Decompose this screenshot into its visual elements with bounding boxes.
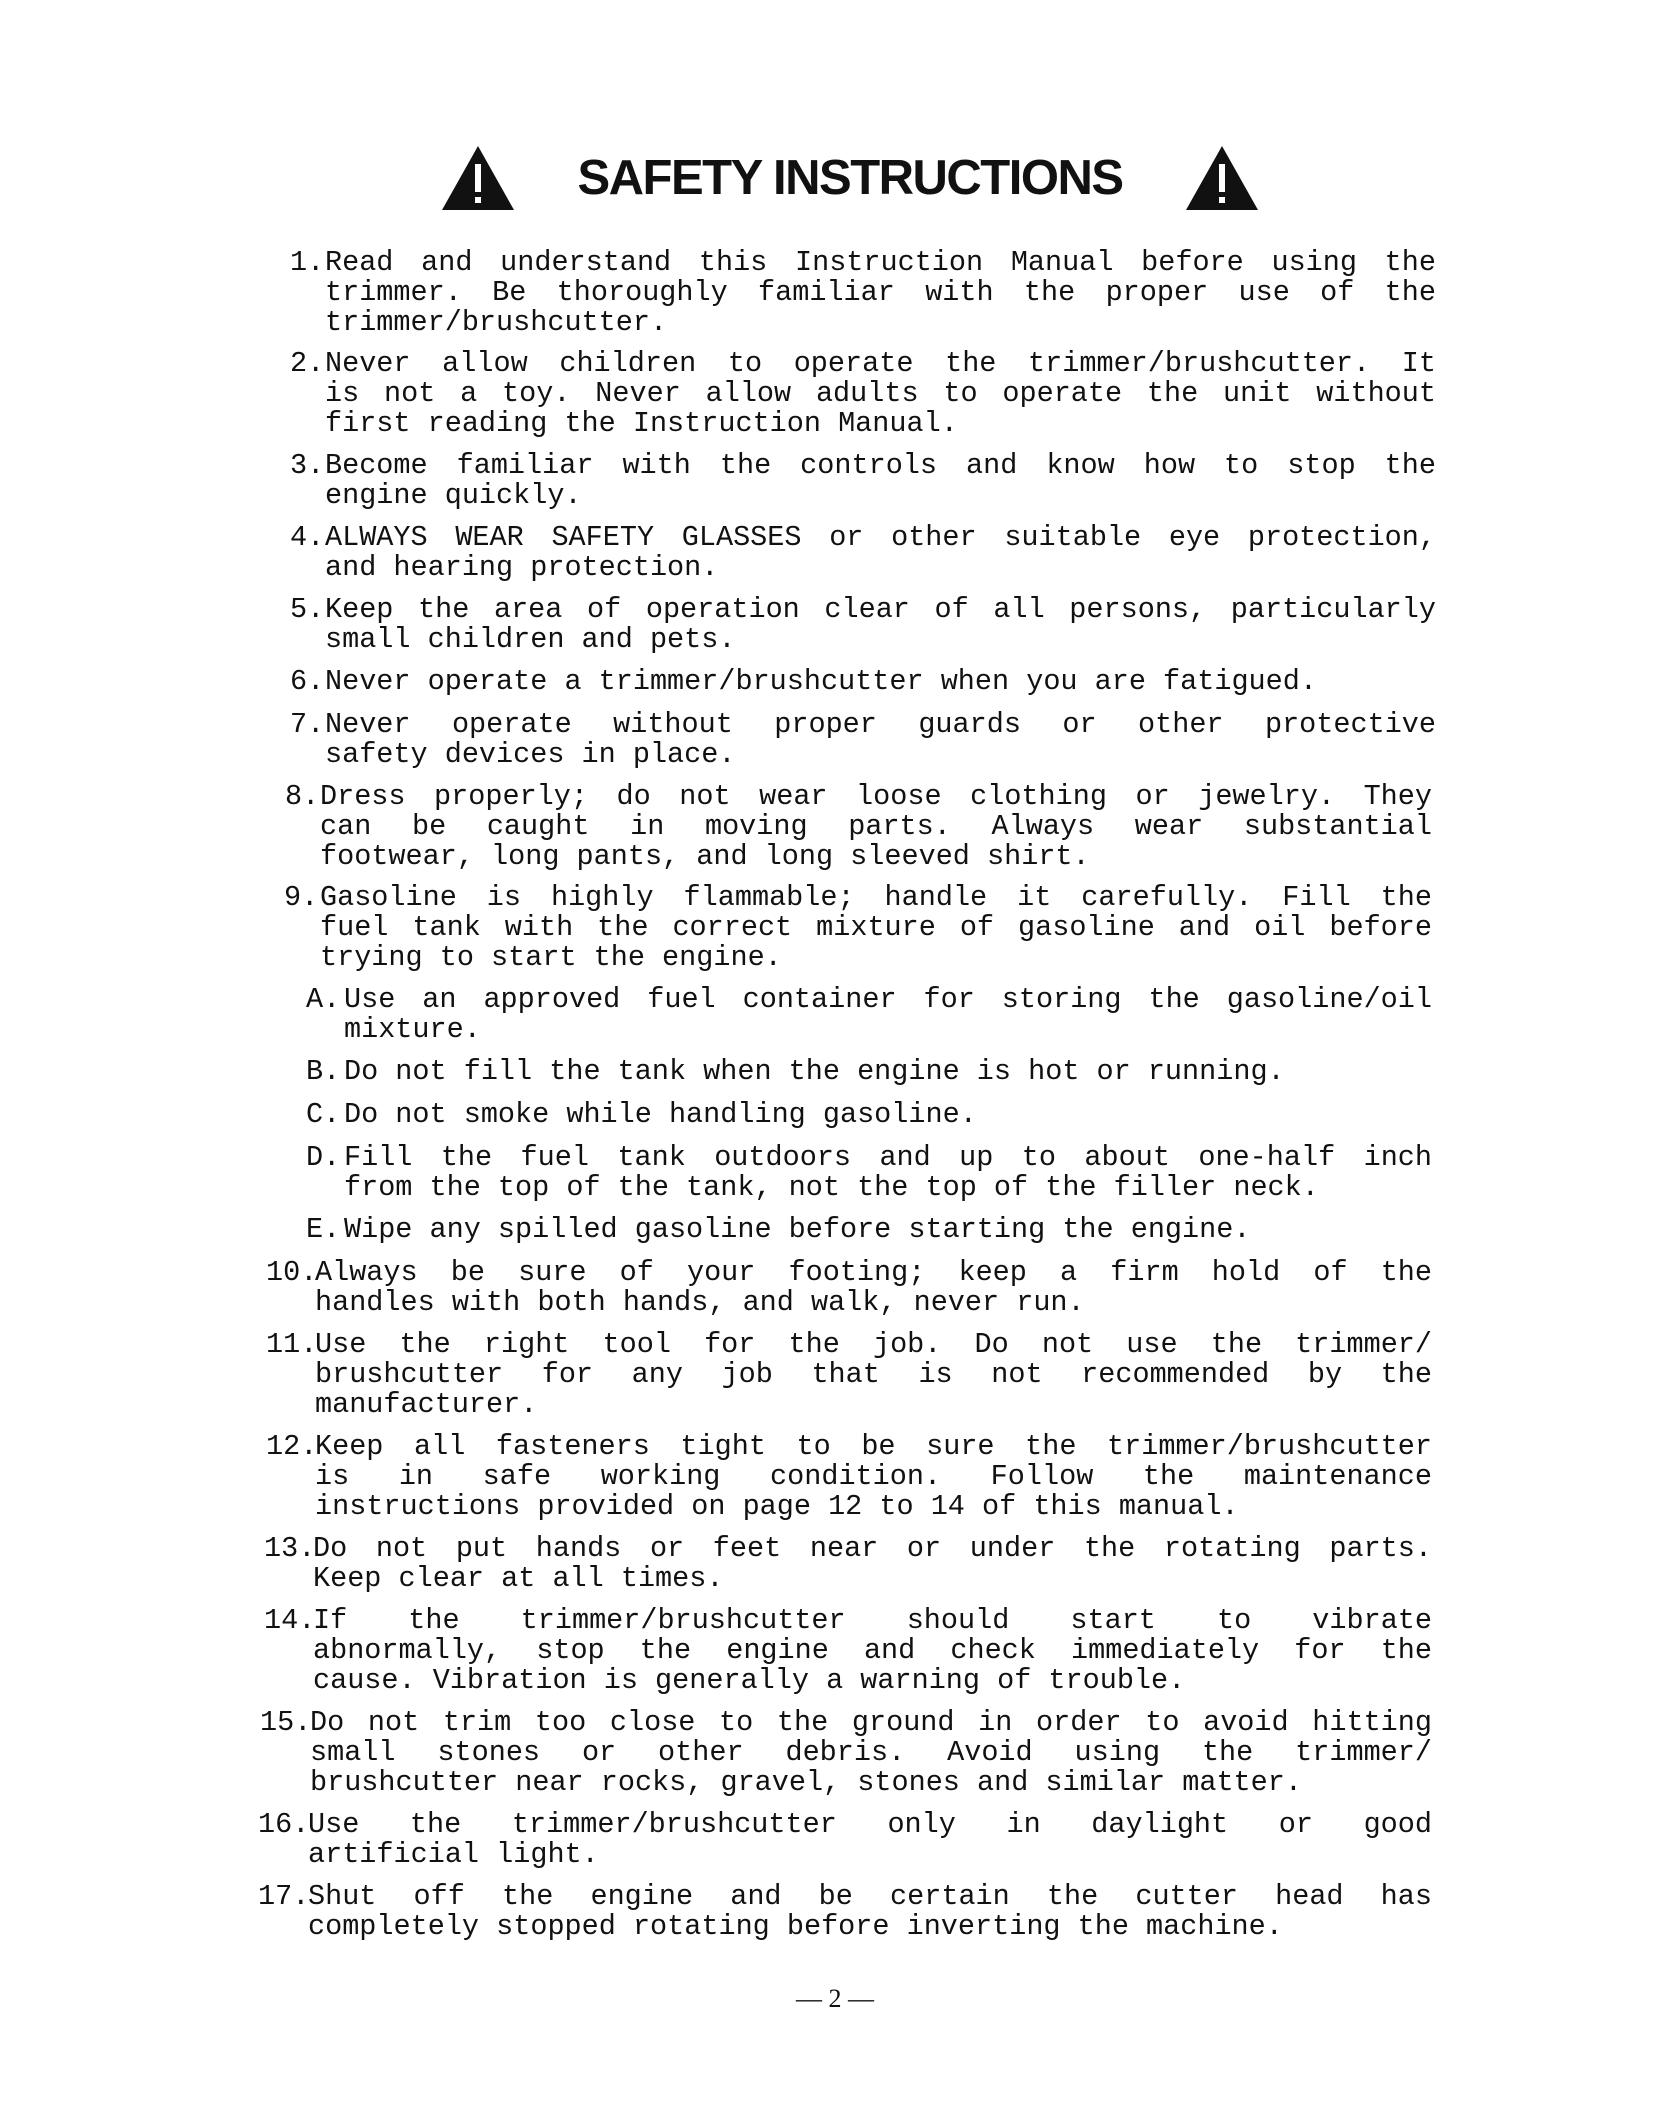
item-number: 2.: [290, 347, 325, 380]
item-line: cause. Vibration is generally a warning of trouble.: [313, 1664, 1186, 1697]
item-line: Wipe any spilled gasoline before starting the engine.: [344, 1213, 1251, 1246]
item-number: 1.: [290, 246, 325, 279]
item-number: C.: [306, 1098, 341, 1131]
item-line: abnormally, stop the engine and check immediately for the: [313, 1634, 1432, 1667]
item-line: trimmer/brushcutter.: [325, 306, 668, 339]
item-number: 17.: [258, 1880, 310, 1913]
instruction-item: [290, 710, 1436, 770]
item-text: [344, 1057, 1432, 1087]
item-text: [315, 1432, 1432, 1522]
item-text: [320, 782, 1432, 872]
item-line: completely stopped rotating before inverting the machine.: [308, 1910, 1283, 1943]
item-line: Dress properly; do not wear loose clothing or jewelry. They: [320, 780, 1432, 813]
item-line: instructions provided on page 12 to 14 of this manual.: [315, 1490, 1239, 1523]
instruction-item: [290, 523, 1436, 583]
item-line: handles with both hands, and walk, never run.: [315, 1286, 1085, 1319]
item-line: artificial light.: [308, 1838, 599, 1871]
item-line: safety devices in place.: [325, 738, 736, 771]
instruction-item: [306, 1143, 1432, 1203]
instruction-item: [290, 349, 1436, 439]
instruction-item: [258, 1810, 1432, 1870]
item-line: Keep the area of operation clear of all persons, particularly: [325, 593, 1436, 626]
item-line: brushcutter for any job that is not recommended by the: [315, 1358, 1432, 1391]
item-text: [320, 883, 1432, 973]
item-line: Read and understand this Instruction Manual before using the: [325, 246, 1436, 279]
item-line: Do not smoke while handling gasoline.: [344, 1098, 977, 1131]
item-line: If the trimmer/brushcutter should start to vibrate: [313, 1604, 1432, 1637]
item-line: ALWAYS WEAR SAFETY GLASSES or other suitable eye protection,: [325, 521, 1436, 554]
item-line: small stones or other debris. Avoid using the trimmer/: [310, 1736, 1432, 1769]
item-text: [325, 710, 1436, 770]
item-line: Shut off the engine and be certain the cutter head has: [308, 1880, 1432, 1913]
item-line: mixture.: [344, 1013, 481, 1046]
item-number: 12.: [266, 1430, 318, 1463]
item-number: 6.: [290, 665, 325, 698]
item-line: Never operate without proper guards or other protective: [325, 708, 1436, 741]
item-line: Use the trimmer/brushcutter only in daylight or good: [308, 1808, 1432, 1841]
instruction-item: [290, 451, 1436, 511]
item-number: 11.: [266, 1328, 318, 1361]
item-line: Use the right tool for the job. Do not use the trimmer/: [315, 1328, 1432, 1361]
item-number: 15.: [260, 1706, 312, 1739]
item-text: [325, 667, 1436, 697]
item-text: [313, 1606, 1432, 1696]
item-line: Fill the fuel tank outdoors and up to about one-half inch: [344, 1141, 1432, 1174]
warning-triangle-icon: [440, 144, 516, 212]
instruction-item: [264, 1534, 1432, 1594]
item-line: Do not put hands or feet near or under the rotating parts.: [313, 1532, 1432, 1565]
item-line: trimmer. Be thoroughly familiar with the proper use of the: [325, 276, 1436, 309]
instruction-item: [290, 667, 1436, 697]
item-number: 5.: [290, 593, 325, 626]
item-line: Use an approved fuel container for storing the gasoline/oil: [344, 983, 1432, 1016]
item-text: [344, 1215, 1432, 1245]
instruction-item: [284, 883, 1432, 973]
item-line: is not a toy. Never allow adults to operate the unit without: [325, 377, 1436, 410]
instruction-item: [260, 1708, 1432, 1798]
item-line: Always be sure of your footing; keep a firm hold of the: [315, 1256, 1432, 1289]
item-text: [325, 451, 1436, 511]
page-title: SAFETY INSTRUCTIONS: [577, 151, 1123, 205]
item-line: footwear, long pants, and long sleeved shirt.: [320, 840, 1090, 873]
item-line: first reading the Instruction Manual.: [325, 407, 958, 440]
item-line: Do not trim too close to the ground in order to avoid hitting: [310, 1706, 1432, 1739]
item-number: D.: [306, 1141, 341, 1174]
warning-triangle-icon: [1184, 144, 1260, 212]
item-number: 10.: [266, 1256, 318, 1289]
item-text: [308, 1882, 1432, 1942]
item-number: 8.: [285, 780, 320, 813]
item-number: A.: [306, 983, 341, 1016]
item-line: Keep all fasteners tight to be sure the trimmer/brushcutter: [315, 1430, 1432, 1463]
item-line: Do not fill the tank when the engine is hot or running.: [344, 1055, 1285, 1088]
item-text: [308, 1810, 1432, 1870]
item-number: B.: [306, 1055, 341, 1088]
instruction-item: [264, 1606, 1432, 1696]
item-line: Never operate a trimmer/brushcutter when you are fatigued.: [325, 665, 1317, 698]
item-line: fuel tank with the correct mixture of gasoline and oil before: [320, 911, 1432, 944]
instruction-item: [258, 1882, 1432, 1942]
item-line: can be caught in moving parts. Always wear substantial: [320, 810, 1432, 843]
instruction-item: [306, 1057, 1432, 1087]
item-number: 9.: [284, 881, 319, 914]
item-number: 7.: [290, 708, 325, 741]
item-line: Become familiar with the controls and know how to stop the: [325, 449, 1436, 482]
item-line: manufacturer.: [315, 1388, 538, 1421]
item-line: is in safe working condition. Follow the maintenance: [315, 1460, 1432, 1493]
item-line: small children and pets.: [325, 623, 736, 656]
instruction-item: [285, 782, 1432, 872]
item-number: 16.: [258, 1808, 310, 1841]
page-header: [440, 138, 1260, 218]
item-text: [325, 349, 1436, 439]
item-text: [325, 523, 1436, 583]
item-text: [325, 248, 1436, 338]
item-text: [313, 1534, 1432, 1594]
item-number: E.: [306, 1213, 341, 1246]
item-line: Never allow children to operate the trimmer/brushcutter. It: [325, 347, 1436, 380]
instruction-item: [306, 1100, 1432, 1130]
instruction-item: [266, 1432, 1432, 1522]
item-text: [310, 1708, 1432, 1798]
item-line: engine quickly.: [325, 479, 582, 512]
item-line: trying to start the engine.: [320, 941, 782, 974]
item-text: [344, 1143, 1432, 1203]
item-number: 3.: [290, 449, 325, 482]
item-line: from the top of the tank, not the top of the filler neck.: [344, 1171, 1319, 1204]
instruction-item: [290, 248, 1436, 338]
instruction-item: [306, 985, 1432, 1045]
item-line: and hearing protection.: [325, 551, 719, 584]
page-number: — 2 —: [796, 1984, 874, 2013]
item-line: Gasoline is highly flammable; handle it carefully. Fill the: [320, 881, 1432, 914]
item-text: [344, 1100, 1432, 1130]
item-number: 14.: [264, 1604, 316, 1637]
item-line: brushcutter near rocks, gravel, stones and similar matter.: [310, 1766, 1302, 1799]
item-text: [315, 1330, 1432, 1420]
item-number: 4.: [290, 521, 325, 554]
item-text: [344, 985, 1432, 1045]
item-text: [315, 1258, 1432, 1318]
item-number: 13.: [264, 1532, 316, 1565]
instruction-item: [290, 595, 1436, 655]
item-line: Keep clear at all times.: [313, 1562, 724, 1595]
instruction-item: [266, 1258, 1432, 1318]
instruction-item: [266, 1330, 1432, 1420]
item-text: [325, 595, 1436, 655]
instruction-item: [306, 1215, 1432, 1245]
